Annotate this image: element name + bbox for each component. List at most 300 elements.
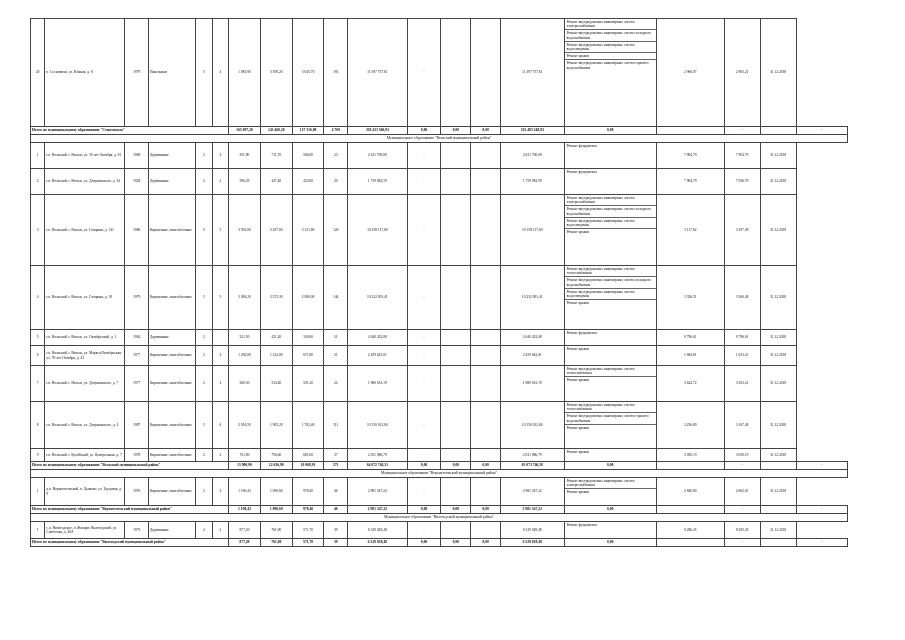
- table-row: [31, 478, 848, 506]
- floors-cell: 2: [196, 169, 212, 195]
- owners-cost-cell: 1 759 082,59: [500, 169, 564, 195]
- work-item: Ремонт внутридомовых инженерных систем холодного водоснабжения: [565, 277, 656, 288]
- total-cost-cell: 2 981 347,22: [348, 506, 408, 514]
- completion-date-cell: 31.12.2018: [760, 522, 796, 539]
- residents-cell: 571: [324, 462, 348, 470]
- max-unit-cost-cell: 3 167,49: [724, 402, 760, 449]
- completion-date-cell: -: [796, 462, 847, 470]
- living-area-cell: 761,00: [260, 522, 292, 539]
- work-item: Ремонт крыши: [566, 450, 590, 454]
- work-item: Ремонт внутридомовых инженерных систем электроснабжения: [565, 478, 656, 489]
- wall-material-cell: Кирпичные, многоблочные: [149, 266, 196, 330]
- residents-cell: 46: [324, 478, 348, 506]
- address-cell: г.п. Вельский, г. Вельск, ул. Октябрьский, д. 1: [45, 330, 125, 346]
- regional-cost-cell: 0,00: [441, 539, 471, 547]
- living-area-cell: 143 460,20: [260, 127, 292, 135]
- work-item: Ремонт фундамента: [566, 523, 597, 527]
- work-item: Ремонт внутридомовых инженерных систем горячего водоснабжения: [566, 61, 649, 70]
- floors-cell: 5: [196, 402, 212, 449]
- total-label-cell: Итого по муниципальному образованию "Верхнетоемский муниципальный район": [31, 506, 229, 514]
- owners-cost-cell: 11 397 737,61: [500, 19, 564, 127]
- living-area-cell: 12 636,90: [260, 462, 292, 470]
- fund-cost-cell: -: [407, 346, 441, 366]
- total-cost-cell: 2 640 452,08: [348, 330, 408, 346]
- floors-cell: 2: [196, 346, 212, 366]
- living-area-cell: 447,40: [260, 169, 292, 195]
- residential-area-cell: 330,00: [292, 330, 324, 346]
- unit-cost-cell: 7 904,79: [656, 169, 724, 195]
- total-cost-cell: 2 981 347,22: [348, 478, 408, 506]
- living-area-cell: 3 500,20: [260, 19, 292, 127]
- year-cell: 1979: [125, 19, 149, 127]
- regional-cost-cell: [441, 346, 471, 366]
- address-cell: г.п. Вельский, г. Вельск, ул. Дзержинского, д. 7: [45, 366, 125, 402]
- section-title-cell: Муниципальное образование "Вилегодский муниципальный район": [31, 514, 848, 522]
- regional-cost-cell: 0,00: [441, 127, 471, 135]
- empty-cell: [656, 462, 724, 470]
- entrances-cell: 2: [212, 449, 228, 462]
- regional-cost-cell: [441, 195, 471, 266]
- fund-cost-cell: 0,00: [407, 539, 441, 547]
- local-cost-cell: [471, 522, 501, 539]
- local-cost-cell: [471, 195, 501, 266]
- total-row: [31, 127, 848, 135]
- total-area-cell: 3 592,00: [229, 195, 261, 266]
- wall-material-cell: Деревянные: [149, 522, 196, 539]
- works-list-cell: [564, 478, 656, 506]
- fund-cost-cell: -: [407, 478, 441, 506]
- residents-cell: 24: [324, 366, 348, 402]
- unit-cost-cell: 1 684,81: [656, 346, 724, 366]
- wall-material-cell: Кирпичные, многоблочные: [149, 346, 196, 366]
- fund-cost-cell: -: [407, 366, 441, 402]
- fund-cost-cell: -: [407, 169, 441, 195]
- wall-material-cell: Деревянные: [149, 143, 196, 169]
- completion-date-cell: 31.12.2018: [760, 366, 796, 402]
- table-row: [31, 366, 848, 402]
- owners-cost-cell: 6 529 028,48: [500, 539, 564, 547]
- table-row: [31, 402, 848, 449]
- living-area-cell: 2 572,30: [260, 266, 292, 330]
- residential-area-cell: 571,70: [292, 522, 324, 539]
- section-header-row: [31, 470, 848, 478]
- max-unit-cost-cell: 3 563,21: [724, 366, 760, 402]
- local-cost-cell: [471, 366, 501, 402]
- completion-date-cell: 31.12.2018: [760, 195, 796, 266]
- residents-cell: 37: [324, 449, 348, 462]
- work-item: Ремонт крыши: [565, 53, 656, 60]
- unit-cost-cell: 3 624,72: [656, 366, 724, 402]
- local-cost-cell: 0,00: [471, 127, 501, 135]
- residential-area-cell: 978,40: [292, 478, 324, 506]
- work-item: Ремонт крыши: [566, 490, 590, 495]
- unit-cost-cell: -: [724, 506, 760, 514]
- regional-cost-cell: [441, 478, 471, 506]
- empty-cell: [656, 506, 724, 514]
- residents-cell: 23: [324, 143, 348, 169]
- row-number-cell: 7: [31, 366, 45, 402]
- year-cell: 1928: [125, 169, 149, 195]
- year-cell: 1979: [125, 266, 149, 330]
- local-cost-cell: [471, 169, 501, 195]
- regional-cost-cell: [441, 19, 471, 127]
- entrances-cell: 2: [212, 346, 228, 366]
- total-cost-cell: 1 759 082,59: [348, 169, 408, 195]
- local-cost-cell: [471, 266, 501, 330]
- table-row: [31, 449, 848, 462]
- total-row: [31, 462, 848, 470]
- works-list-cell: [564, 366, 656, 402]
- floors-cell: 2: [196, 366, 212, 402]
- unit-cost-cell: 9 286,45: [656, 522, 724, 539]
- owners-cost-cell: 2 981 347,22: [500, 478, 564, 506]
- completion-date-cell: 31.12.2018: [760, 478, 796, 506]
- residential-area-cell: 978,40: [292, 506, 324, 514]
- living-area-cell: 421,20: [260, 330, 292, 346]
- living-area-cell: 3 297,60: [260, 195, 292, 266]
- empty-cell: [656, 539, 724, 547]
- table-row: [31, 522, 848, 539]
- residential-area-cell: 571,70: [292, 539, 324, 547]
- work-item: Ремонт фундамента: [566, 144, 597, 148]
- work-item: Ремонт крыши: [566, 301, 590, 306]
- residents-cell: 144: [324, 266, 348, 330]
- residents-cell: 120: [324, 195, 348, 266]
- wall-material-cell: Кирпичные, многоблочные: [149, 195, 196, 266]
- residents-cell: 111: [324, 402, 348, 449]
- table-row: [31, 143, 848, 169]
- other-cost-cell: 0,00: [564, 127, 656, 135]
- address-cell: г.п. Вельский, г. Вельск, ул. Гагарина, д. 19: [45, 266, 125, 330]
- work-item: Ремонт внутридомовых инженерных систем теплоснабжения: [565, 366, 656, 377]
- total-cost-cell: 6 529 028,48: [348, 539, 408, 547]
- completion-date-cell: 31.12.2018: [760, 346, 796, 366]
- living-area-cell: 711,70: [260, 143, 292, 169]
- unit-cost-cell: 7 904,79: [656, 143, 724, 169]
- living-area-cell: 756,60: [260, 449, 292, 462]
- total-cost-cell: 2 459 643,01: [348, 346, 408, 366]
- row-number-cell: 1: [31, 478, 45, 506]
- max-unit-cost-cell: 1 633,21: [724, 346, 760, 366]
- unit-cost-cell: -: [724, 462, 760, 470]
- entrances-cell: 5: [212, 266, 228, 330]
- residential-area-cell: 433,00: [292, 169, 324, 195]
- row-number-cell: 3: [31, 195, 45, 266]
- fund-cost-cell: -: [407, 522, 441, 539]
- max-unit-cost-cell: 2 963,21: [724, 19, 760, 127]
- total-cost-cell: 64 072 740,31: [348, 462, 408, 470]
- works-list-cell: [564, 143, 656, 169]
- entrances-cell: [212, 330, 228, 346]
- row-number-cell: 1: [31, 522, 45, 539]
- total-cost-cell: 10 150 012,84: [348, 402, 408, 449]
- regional-cost-cell: [441, 330, 471, 346]
- local-cost-cell: [471, 330, 501, 346]
- owners-cost-cell: 6 529 028,48: [500, 522, 564, 539]
- completion-date-cell: 31.12.2018: [760, 330, 796, 346]
- living-area-cell: 761,00: [260, 539, 292, 547]
- address-cell: п. Сосновичи, ул. Южная, д. 8: [45, 19, 125, 127]
- work-item: Ремонт крыши: [566, 425, 590, 430]
- entrances-cell: 2: [212, 169, 228, 195]
- local-cost-cell: [471, 19, 501, 127]
- max-unit-cost-cell: [760, 127, 796, 135]
- total-cost-cell: 11 397 737,61: [348, 19, 408, 127]
- max-unit-cost-cell: [760, 462, 796, 470]
- owners-cost-cell: 10 150 012,84: [500, 402, 564, 449]
- residential-area-cell: 501,20: [292, 366, 324, 402]
- entrances-cell: 2: [212, 143, 228, 169]
- total-cost-cell: 1 980 633,19: [348, 366, 408, 402]
- row-number-cell: 4: [31, 266, 45, 330]
- total-cost-cell: 10 158 117,69: [348, 195, 408, 266]
- wall-material-cell: Кирпичные, многоблочные: [149, 366, 196, 402]
- regional-cost-cell: [441, 143, 471, 169]
- unit-cost-cell: -: [724, 539, 760, 547]
- wall-material-cell: Панельные: [149, 19, 196, 127]
- unit-cost-cell: 9 796,61: [656, 330, 724, 346]
- wall-material-cell: Деревянные: [149, 330, 196, 346]
- table-row: [31, 266, 848, 330]
- year-cell: 1978: [125, 449, 149, 462]
- works-list-cell: [564, 449, 656, 462]
- max-unit-cost-cell: 7 904,79: [724, 143, 760, 169]
- entrances-cell: 5: [212, 195, 228, 266]
- local-cost-cell: [471, 478, 501, 506]
- row-number-cell: 20: [31, 19, 45, 127]
- year-cell: 1987: [125, 402, 149, 449]
- max-unit-cost-cell: 3 360,49: [724, 266, 760, 330]
- entrances-cell: 2: [212, 522, 228, 539]
- residents-cell: 4 769: [324, 127, 348, 135]
- residents-cell: 46: [324, 506, 348, 514]
- max-unit-cost-cell: 9 796,61: [724, 330, 760, 346]
- residential-area-cell: 10 068,91: [292, 462, 324, 470]
- total-cost-cell: 339 433 566,93: [348, 127, 408, 135]
- work-item: Ремонт внутридомовых инженерных систем электроснабжения: [565, 19, 656, 30]
- work-item: Ремонт внутридомовых инженерных систем горячего водоснабжения: [565, 413, 656, 424]
- unit-cost-cell: 2 966,07: [656, 19, 724, 127]
- table-row: [31, 346, 848, 366]
- total-area-cell: 521,50: [229, 330, 261, 346]
- residents-cell: 21: [324, 330, 348, 346]
- owners-cost-cell: 1 980 633,19: [500, 366, 564, 402]
- address-cell: г.п. Вельский, г. Вельск, ул. 50 лет Октября, д. 81: [45, 143, 125, 169]
- works-list-cell: [564, 522, 656, 539]
- floors-cell: 5: [196, 266, 212, 330]
- total-row: [31, 539, 848, 547]
- work-item: Ремонт внутридомовых инженерных систем теплоснабжения: [565, 266, 656, 277]
- row-number-cell: 9: [31, 449, 45, 462]
- address-cell: г.п. Вельский, г. Вельск, ул. Дзержинского, д. 34: [45, 169, 125, 195]
- owners-cost-cell: 2 631 700,00: [500, 143, 564, 169]
- floors-cell: 5: [196, 195, 212, 266]
- living-area-cell: 1 905,20: [260, 402, 292, 449]
- max-unit-cost-cell: 3 107,49: [724, 195, 760, 266]
- local-cost-cell: 0,00: [471, 539, 501, 547]
- local-cost-cell: [471, 346, 501, 366]
- total-row: [31, 506, 848, 514]
- work-item: Ремонт внутридомовых инженерных систем водоотведения: [565, 218, 656, 229]
- table-row: [31, 19, 848, 127]
- living-area-cell: 534,40: [260, 366, 292, 402]
- work-item: Ремонт внутридомовых инженерных систем холодного водоснабжения: [565, 206, 656, 217]
- max-unit-cost-cell: 7 926,79: [724, 169, 760, 195]
- fund-cost-cell: 0,00: [407, 506, 441, 514]
- total-label-cell: Итого по муниципальному образованию "Вельский муниципальный район": [31, 462, 229, 470]
- total-label-cell: Итого по муниципальному образованию "Вилегодский муниципальный район": [31, 539, 229, 547]
- unit-cost-cell: 3 117,82: [656, 195, 724, 266]
- floors-cell: 2: [196, 478, 212, 506]
- residents-cell: 39: [324, 539, 348, 547]
- wall-material-cell: Кирпичные, многоблочные: [149, 449, 196, 462]
- address-cell: г.п. Вельский, г. Вельск, ул. Гагарина, д. 141: [45, 195, 125, 266]
- work-item: Ремонт фундамента: [566, 170, 597, 174]
- table-body: [31, 19, 848, 547]
- owners-cost-cell: 2 459 643,01: [500, 346, 564, 366]
- works-list-cell: [564, 330, 656, 346]
- residential-area-cell: 681,00: [292, 449, 324, 462]
- works-list-cell: [564, 19, 656, 127]
- address-cell: г.п. Вельский, г. Кулойский, ул. Центральная, д. 7: [45, 449, 125, 462]
- regional-cost-cell: [441, 169, 471, 195]
- unit-cost-cell: 3 356,51: [656, 266, 724, 330]
- work-item: Ремонт крыши: [566, 230, 590, 235]
- work-item: Ремонт внутридомовых инженерных систем водоотведения: [565, 42, 656, 53]
- total-area-cell: 165 097,20: [229, 127, 261, 135]
- unit-cost-cell: -: [724, 127, 760, 135]
- floors-cell: 2: [196, 449, 212, 462]
- total-area-cell: 1 190,43: [229, 506, 261, 514]
- residents-cell: 20: [324, 169, 348, 195]
- total-area-cell: 3 094,20: [229, 266, 261, 330]
- local-cost-cell: [471, 402, 501, 449]
- works-list-cell: [564, 169, 656, 195]
- residential-area-cell: 2 080,00: [292, 266, 324, 330]
- capital-repair-table: [30, 18, 848, 547]
- regional-cost-cell: 0,00: [441, 462, 471, 470]
- address-cell: г.п. Вельский, г. Вельск, ул. Дзержинского, д. 4: [45, 402, 125, 449]
- row-number-cell: 1: [31, 143, 45, 169]
- completion-date-cell: 31.12.2018: [760, 19, 796, 127]
- other-cost-cell: 0,00: [564, 539, 656, 547]
- max-unit-cost-cell: 3 050,19: [724, 449, 760, 462]
- section-header-row: [31, 135, 848, 143]
- regional-cost-cell: [441, 449, 471, 462]
- row-number-cell: 2: [31, 169, 45, 195]
- owners-cost-cell: 2 640 452,08: [500, 330, 564, 346]
- wall-material-cell: Кирпичные, многоблочные: [149, 478, 196, 506]
- table-row: [31, 195, 848, 266]
- floors-cell: 2: [196, 143, 212, 169]
- address-cell: г.п. Вельский, г. Вельск, ул. Маркса/Октябрьская, ул. 70-лет Октября, д. 23: [45, 346, 125, 366]
- fund-cost-cell: -: [407, 449, 441, 462]
- work-item: Ремонт внутридомовых инженерных систем водоотведения: [565, 289, 656, 300]
- completion-date-cell: -: [796, 539, 847, 547]
- wall-material-cell: Кирпичные, многоблочные: [149, 402, 196, 449]
- regional-cost-cell: [441, 522, 471, 539]
- year-cell: 1975: [125, 522, 149, 539]
- residents-cell: 191: [324, 19, 348, 127]
- section-header-row: [31, 514, 848, 522]
- unit-cost-cell: 3 050,19: [656, 449, 724, 462]
- total-cost-cell: 10 232 091,41: [348, 266, 408, 330]
- address-cell: д.п. Верхнетоемский, п. Дьяково, ул. Трудовая, д. 9: [45, 478, 125, 506]
- unit-cost-cell: 3 256,80: [656, 402, 724, 449]
- residential-area-cell: 1 702,40: [292, 402, 324, 449]
- residential-area-cell: 566,00: [292, 143, 324, 169]
- wall-material-cell: Деревянные: [149, 169, 196, 195]
- residential-area-cell: 671,80: [292, 346, 324, 366]
- works-list-cell: [564, 346, 656, 366]
- table-row: [31, 169, 848, 195]
- entrances-cell: 2: [212, 366, 228, 402]
- owners-cost-cell: 65 073 746,58: [500, 462, 564, 470]
- fund-cost-cell: -: [407, 330, 441, 346]
- work-item: Ремонт фундамента: [566, 331, 597, 335]
- local-cost-cell: 0,00: [471, 506, 501, 514]
- section-title-cell: Муниципальное образование "Верхнетоемский муниципальный район": [31, 470, 848, 478]
- fund-cost-cell: -: [407, 143, 441, 169]
- completion-date-cell: 31.12.2018: [760, 449, 796, 462]
- regional-cost-cell: 0,00: [441, 506, 471, 514]
- row-number-cell: 5: [31, 330, 45, 346]
- owners-cost-cell: 2 981 347,22: [500, 506, 564, 514]
- regional-cost-cell: [441, 266, 471, 330]
- owners-cost-cell: 10 158 117,69: [500, 195, 564, 266]
- floors-cell: 2: [196, 522, 212, 539]
- living-area-cell: 1 090,60: [260, 506, 292, 514]
- total-cost-cell: 6 529 028,48: [348, 522, 408, 539]
- total-area-cell: 877,20: [229, 539, 261, 547]
- fund-cost-cell: 0,00: [407, 127, 441, 135]
- year-cell: 1976: [125, 478, 149, 506]
- regional-cost-cell: [441, 366, 471, 402]
- residential-area-cell: 3 121,80: [292, 195, 324, 266]
- section-title-cell: Муниципальное образование "Вельский муниципальный район": [31, 135, 848, 143]
- total-area-cell: 1 190,43: [229, 478, 261, 506]
- owners-cost-cell: 2 031 086,79: [500, 449, 564, 462]
- year-cell: 1968: [125, 143, 149, 169]
- total-area-cell: 877,20: [229, 522, 261, 539]
- unit-cost-cell: 2 840,80: [656, 478, 724, 506]
- owners-cost-cell: 10 232 091,41: [500, 266, 564, 330]
- residential-area-cell: 127 316,00: [292, 127, 324, 135]
- local-cost-cell: [471, 143, 501, 169]
- max-unit-cost-cell: 8 295,45: [724, 522, 760, 539]
- table-row: [31, 330, 848, 346]
- owners-cost-cell: 323 483 348,83: [500, 127, 564, 135]
- regional-cost-cell: [441, 402, 471, 449]
- other-cost-cell: 0,00: [564, 506, 656, 514]
- row-number-cell: 6: [31, 346, 45, 366]
- max-unit-cost-cell: 2 665,01: [724, 478, 760, 506]
- year-cell: 1977: [125, 346, 149, 366]
- fund-cost-cell: -: [407, 402, 441, 449]
- work-item: Ремонт внутридомовых инженерных систем электроснабжения: [565, 195, 656, 206]
- entrances-cell: 2: [212, 478, 228, 506]
- floors-cell: 2: [196, 330, 212, 346]
- total-label-cell: Итого по муниципальному образованию "Сенеговское": [31, 127, 229, 135]
- works-list-cell: [564, 266, 656, 330]
- floors-cell: 5: [196, 19, 212, 127]
- works-list-cell: [564, 402, 656, 449]
- year-cell: 1986: [125, 195, 149, 266]
- row-number-cell: 8: [31, 402, 45, 449]
- completion-date-cell: 31.12.2018: [760, 169, 796, 195]
- completion-date-cell: 31.12.2018: [760, 266, 796, 330]
- total-area-cell: 1 250,00: [229, 346, 261, 366]
